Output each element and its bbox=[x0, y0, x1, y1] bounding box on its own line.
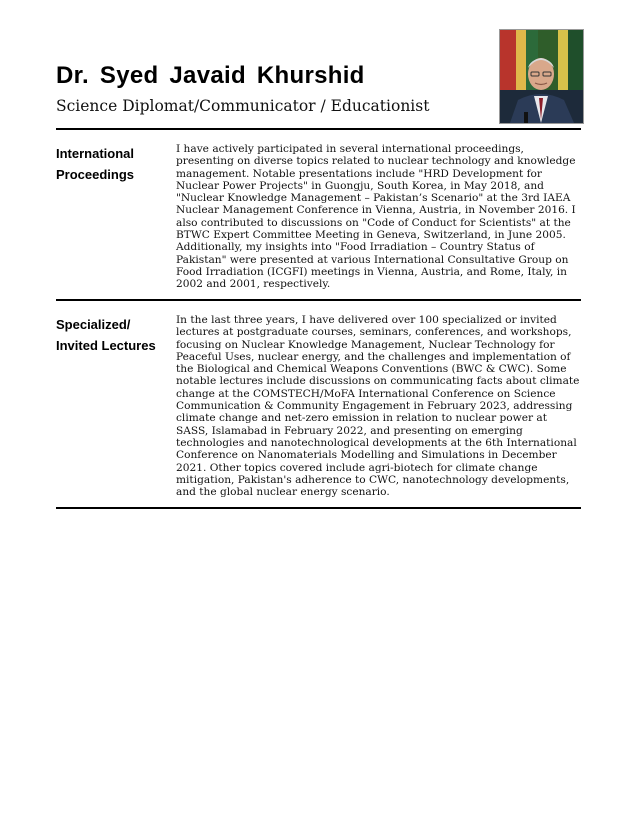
divider-top bbox=[56, 128, 581, 130]
person-title: Science Diplomat/Communicator / Educationist bbox=[56, 97, 430, 115]
section-text-invited-lectures: In the last three years, I have delivered over 100 specialized or invited lectures at postgraduate courses, seminars, conferences, and workshops, focusing on Nuclear Knowledge Management, Nuclear Technology for Peaceful Uses, nuclear energy, and the challenges and implementation of the Biological and Chemical Weapons Conventions (BWC & CWC). Some notable lectures include discussions on communicating facts about climate change at the COMSTECH/MoFA International Conference on Science Communication & Community Engagement in February 2023, addressing climate change and net-zero emission in relation to nuclear power at SASS, Islamabad in February 2022, and presenting on emerging technologies and nanotechnological developments at the 6th International Conference on Nanomaterials Modelling and Simulations in December 2021. Other topics covered include agri-biotech for climate change mitigation, Pakistan's adherence to CWC, nanotechnology developments, and the global nuclear energy scenario. bbox=[176, 314, 580, 499]
section-text-international-proceedings: I have actively participated in several international proceedings, presenting on diverse topics related to nuclear technology and knowledge management. Notable presentations include "HRD Development for Nuclear Power Projects" in Guongju, South Korea, in May 2018, and "Nuclear Knowledge Management – Pakistan’s Scenario" at the 3rd IAEA Nuclear Management Conference in Vienna, Austria, in November 2016. I also contributed to discussions on "Code of Conduct for Scientists" at the BTWC Expert Committee Meeting in Geneva, Switzerland, in June 2005. Additionally, my insights into "Food Irradiation – Country Status of Pakistan" were presented at various International Consultative Group on Food Irradiation (ICGFI) meetings in Vienna, Austria, and Rome, Italy, in 2002 and 2001, respectively. bbox=[176, 143, 576, 291]
profile-photo bbox=[499, 29, 584, 124]
divider-middle bbox=[56, 299, 581, 301]
person-name: Dr. Syed Javaid Khurshid bbox=[56, 62, 365, 89]
section-label-international-proceedings: International Proceedings bbox=[56, 146, 135, 182]
section-label-invited-lectures: Specialized/ Invited Lectures bbox=[56, 317, 156, 353]
divider-bottom bbox=[56, 507, 581, 509]
